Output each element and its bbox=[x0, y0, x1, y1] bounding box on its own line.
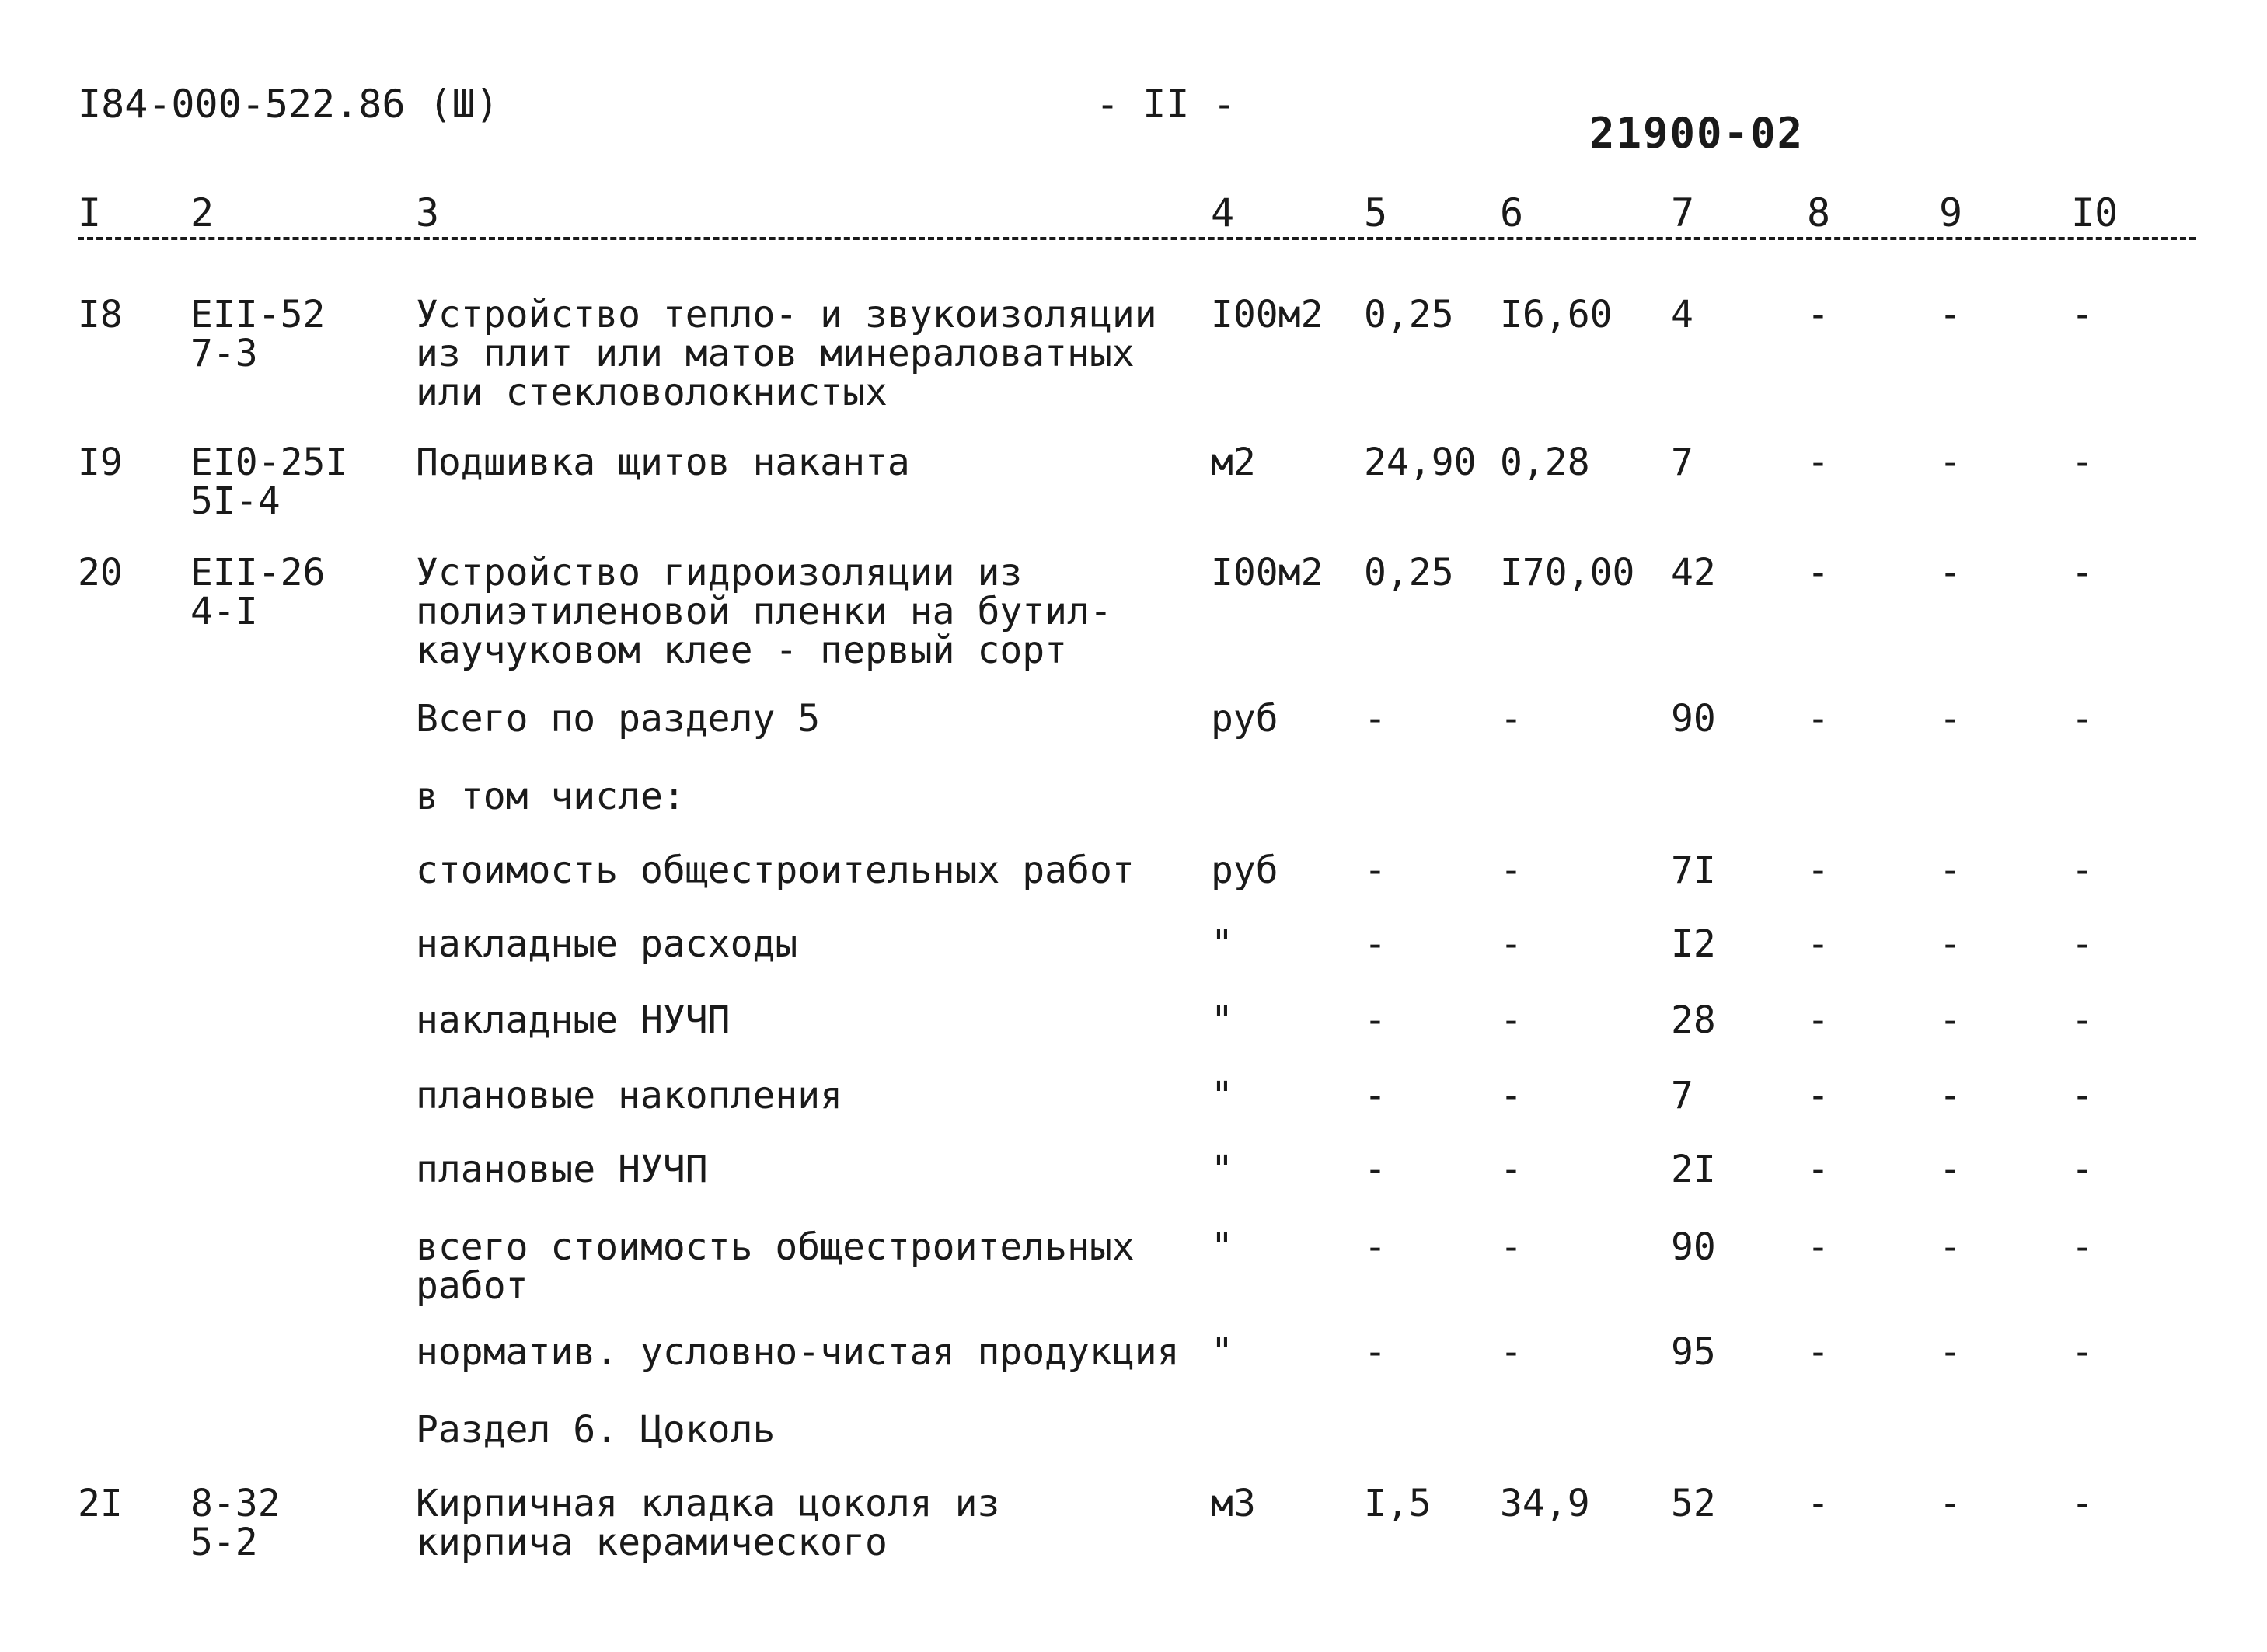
cell-line: 8-32 bbox=[190, 1482, 281, 1525]
cell-c5: - bbox=[1364, 1225, 1386, 1269]
cell-line: Всего по разделу 5 bbox=[416, 697, 821, 741]
cell-c7: 95 bbox=[1671, 1330, 1716, 1374]
cell-c5: 24,90 bbox=[1364, 441, 1477, 484]
cell-c10: - bbox=[2071, 1074, 2094, 1117]
column-header-8: 8 bbox=[1807, 190, 1831, 235]
cell-c9: - bbox=[1939, 922, 1962, 966]
cell-c9: - bbox=[1939, 1482, 1962, 1525]
cell-c6: 34,9 bbox=[1500, 1482, 1590, 1525]
cell-c9: - bbox=[1939, 1148, 1962, 1191]
cell-c5: - bbox=[1364, 922, 1386, 966]
cell-line: Раздел 6. Цоколь bbox=[416, 1408, 776, 1452]
cell-c9: - bbox=[1939, 999, 1962, 1042]
cell-c7: 7I bbox=[1671, 849, 1716, 892]
cell-line: работ bbox=[416, 1264, 528, 1308]
cell-c8: - bbox=[1807, 293, 1829, 336]
cell-line: 5-2 bbox=[190, 1521, 258, 1564]
cell-c8: - bbox=[1807, 999, 1829, 1042]
stamp-number: 21900-02 bbox=[1589, 109, 1805, 158]
cell-c9: - bbox=[1939, 1330, 1962, 1374]
column-header-6: 6 bbox=[1500, 190, 1524, 235]
cell-c5: - bbox=[1364, 849, 1386, 892]
cell-c8: - bbox=[1807, 849, 1829, 892]
cell-c7: 7 bbox=[1671, 441, 1693, 484]
cell-line: полиэтиленовой пленки на бутил- bbox=[416, 590, 1112, 633]
cell-c9: - bbox=[1939, 441, 1962, 484]
column-header-10: I0 bbox=[2071, 190, 2119, 235]
cell-work-description bbox=[416, 443, 910, 482]
cell-line: Устройство тепло- и звукоизоляции bbox=[416, 293, 1157, 336]
cell-work-description bbox=[416, 553, 1112, 670]
cell-c5: - bbox=[1364, 999, 1386, 1042]
cell-c10: - bbox=[2071, 1148, 2094, 1191]
cell-c4: " bbox=[1211, 1330, 1233, 1374]
cell-line: EII-26 bbox=[190, 551, 326, 594]
cell-c8: - bbox=[1807, 1330, 1829, 1374]
cell-c5: - bbox=[1364, 1330, 1386, 1374]
cell-c10: - bbox=[2071, 849, 2094, 892]
cell-line: кирпича керамического bbox=[416, 1521, 888, 1564]
cell-c1: I8 bbox=[78, 293, 123, 336]
cell-work-description bbox=[416, 922, 798, 966]
cell-line: 7-3 bbox=[190, 332, 258, 375]
cell-c7: 28 bbox=[1671, 999, 1716, 1042]
cell-c4: м2 bbox=[1211, 441, 1256, 484]
cell-c7: I2 bbox=[1671, 922, 1716, 966]
cell-c6: - bbox=[1500, 1074, 1522, 1117]
cell-c6: - bbox=[1500, 999, 1522, 1042]
cell-c10: - bbox=[2071, 551, 2094, 594]
cell-line: накладные НУЧП bbox=[416, 999, 731, 1042]
cell-line: каучуковом клее - первый сорт bbox=[416, 629, 1068, 672]
cell-c4: I00м2 bbox=[1211, 293, 1324, 336]
cell-c7: 52 bbox=[1671, 1482, 1716, 1525]
cell-c9: - bbox=[1939, 293, 1962, 336]
cell-c1: I9 bbox=[78, 441, 123, 484]
cell-c6: - bbox=[1500, 849, 1522, 892]
cell-work-description bbox=[416, 1225, 1135, 1308]
cell-c6: I70,00 bbox=[1500, 551, 1635, 594]
cell-norm-code bbox=[190, 295, 325, 373]
cell-c4: м3 bbox=[1211, 1482, 1256, 1525]
cell-line: норматив. условно-чистая продукция bbox=[416, 1330, 1180, 1374]
cell-line: плановые накопления bbox=[416, 1074, 843, 1117]
column-header-2: 2 bbox=[190, 190, 214, 235]
cell-line: EII-52 bbox=[190, 293, 326, 336]
cell-c4: I00м2 bbox=[1211, 551, 1324, 594]
cell-line: в том числе: bbox=[416, 775, 685, 818]
cell-c4: руб bbox=[1211, 849, 1278, 892]
cell-c7: 7 bbox=[1671, 1074, 1693, 1117]
cell-work-description bbox=[416, 1150, 708, 1189]
cell-c10: - bbox=[2071, 293, 2094, 336]
cell-c10: - bbox=[2071, 697, 2094, 741]
cell-c10: - bbox=[2071, 999, 2094, 1042]
cell-c6: - bbox=[1500, 1148, 1522, 1191]
cell-line: 5I-4 bbox=[190, 479, 281, 523]
cell-c8: - bbox=[1807, 922, 1829, 966]
cell-work-description bbox=[416, 1408, 776, 1452]
cell-c1: 20 bbox=[78, 551, 123, 594]
cell-c8: - bbox=[1807, 697, 1829, 741]
column-header-9: 9 bbox=[1939, 190, 1963, 235]
cell-c7: 42 bbox=[1671, 551, 1716, 594]
column-header-5: 5 bbox=[1364, 190, 1388, 235]
cell-work-description bbox=[416, 851, 1135, 890]
cell-c8: - bbox=[1807, 1482, 1829, 1525]
cell-line: из плит или матов минераловатных bbox=[416, 332, 1135, 375]
cell-norm-code bbox=[190, 1484, 281, 1562]
cell-c10: - bbox=[2071, 1482, 2094, 1525]
page-number: - II - bbox=[1096, 82, 1236, 127]
cell-c5: 0,25 bbox=[1364, 293, 1454, 336]
cell-c6: - bbox=[1500, 922, 1522, 966]
cell-c10: - bbox=[2071, 1330, 2094, 1374]
cell-c4: руб bbox=[1211, 697, 1278, 741]
cell-line: или стекловолокнистых bbox=[416, 371, 888, 414]
cell-c4: " bbox=[1211, 922, 1233, 966]
cell-line: накладные расходы bbox=[416, 922, 798, 966]
cell-work-description bbox=[416, 295, 1157, 412]
cell-c6: - bbox=[1500, 1225, 1522, 1269]
cell-c10: - bbox=[2071, 1225, 2094, 1269]
header-divider bbox=[78, 237, 2196, 240]
cell-work-description bbox=[416, 1076, 842, 1115]
cell-line: Устройство гидроизоляции из bbox=[416, 551, 1023, 594]
cell-line: всего стоимость общестроительных bbox=[416, 1225, 1135, 1269]
cell-c9: - bbox=[1939, 697, 1962, 741]
column-header-1: I bbox=[78, 190, 102, 235]
column-header-4: 4 bbox=[1211, 190, 1235, 235]
cell-c1: 2I bbox=[78, 1482, 123, 1525]
cell-c5: - bbox=[1364, 697, 1386, 741]
cell-c6: 0,28 bbox=[1500, 441, 1590, 484]
cell-line: Кирпичная кладка цоколя из bbox=[416, 1482, 1000, 1525]
cell-c9: - bbox=[1939, 1074, 1962, 1117]
cell-line: стоимость общестроительных работ bbox=[416, 849, 1135, 892]
cell-c8: - bbox=[1807, 1074, 1829, 1117]
cell-line: EI0-25I bbox=[190, 441, 348, 484]
cell-c9: - bbox=[1939, 1225, 1962, 1269]
cell-line: 4-I bbox=[190, 590, 258, 633]
cell-c7: 90 bbox=[1671, 1225, 1716, 1269]
cell-norm-code bbox=[190, 553, 325, 631]
cell-c5: I,5 bbox=[1364, 1482, 1432, 1525]
cell-c5: - bbox=[1364, 1148, 1386, 1191]
cell-c10: - bbox=[2071, 441, 2094, 484]
cell-c8: - bbox=[1807, 1225, 1829, 1269]
cell-c6: - bbox=[1500, 697, 1522, 741]
cell-c6: I6,60 bbox=[1500, 293, 1613, 336]
cell-c5: - bbox=[1364, 1074, 1386, 1117]
cell-norm-code bbox=[190, 443, 347, 521]
cell-c9: - bbox=[1939, 849, 1962, 892]
cell-c4: " bbox=[1211, 1148, 1233, 1191]
cell-c6: - bbox=[1500, 1330, 1522, 1374]
cell-c7: 2I bbox=[1671, 1148, 1716, 1191]
document-code: I84-000-522.86 (Ш) bbox=[78, 82, 499, 127]
cell-line: плановые НУЧП bbox=[416, 1148, 708, 1191]
cell-c4: " bbox=[1211, 1225, 1233, 1269]
cell-c10: - bbox=[2071, 922, 2094, 966]
cell-work-description bbox=[416, 777, 685, 816]
cell-c9: - bbox=[1939, 551, 1962, 594]
cell-c8: - bbox=[1807, 441, 1829, 484]
cell-c5: 0,25 bbox=[1364, 551, 1454, 594]
column-header-7: 7 bbox=[1671, 190, 1695, 235]
cell-work-description bbox=[416, 1330, 1180, 1374]
column-header-3: 3 bbox=[416, 190, 440, 235]
cell-c7: 90 bbox=[1671, 697, 1716, 741]
cell-c4: " bbox=[1211, 1074, 1233, 1117]
cell-c8: - bbox=[1807, 551, 1829, 594]
cell-work-description bbox=[416, 1001, 731, 1040]
cell-c7: 4 bbox=[1671, 293, 1693, 336]
cell-work-description bbox=[416, 697, 821, 741]
cell-work-description bbox=[416, 1484, 999, 1562]
cell-line: Подшивка щитов наканта bbox=[416, 441, 910, 484]
cell-c8: - bbox=[1807, 1148, 1829, 1191]
cell-c4: " bbox=[1211, 999, 1233, 1042]
